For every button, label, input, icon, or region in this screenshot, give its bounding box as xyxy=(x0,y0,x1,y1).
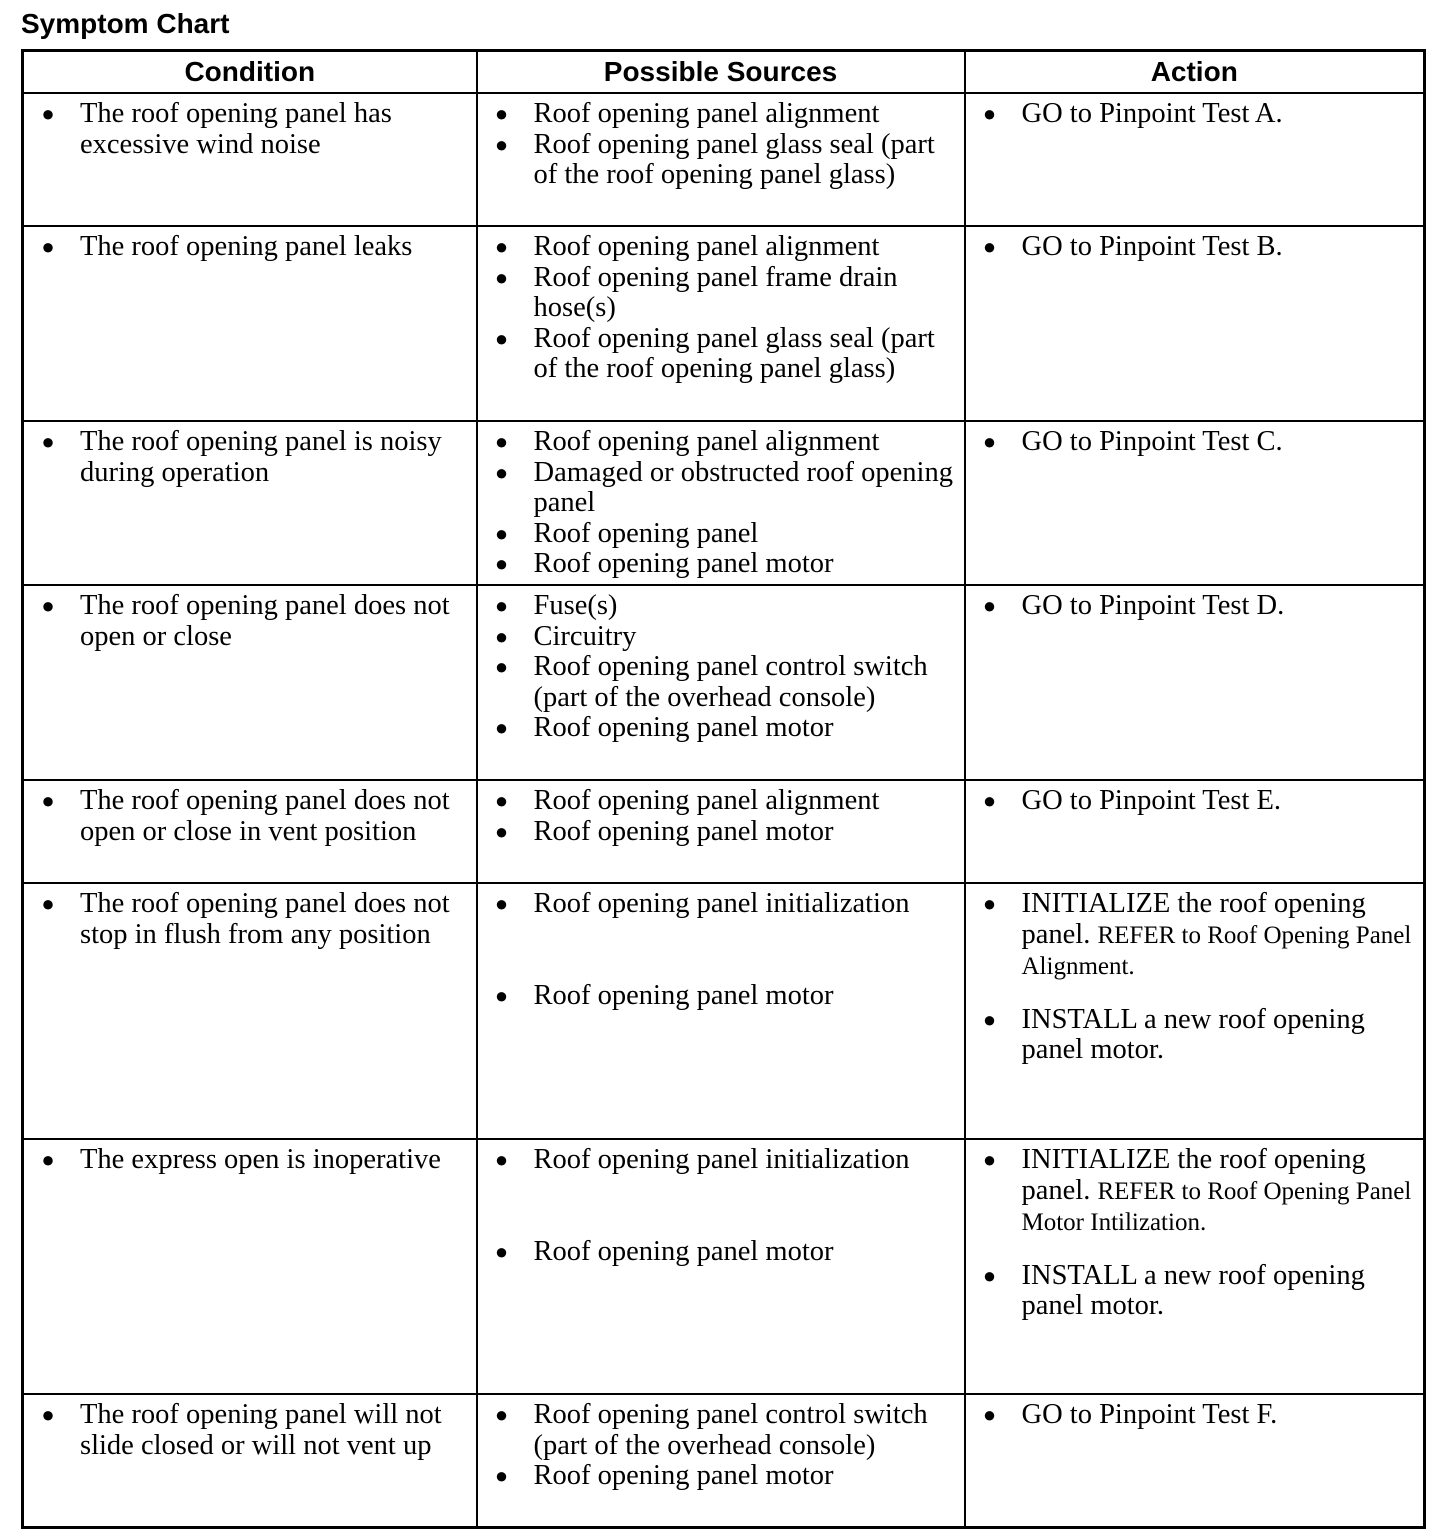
list-item xyxy=(966,1145,1424,1239)
list-item xyxy=(478,549,964,580)
condition-text: The roof opening panel does not open or close xyxy=(80,590,450,652)
action-cell xyxy=(965,780,1425,883)
bullet-icon: ● xyxy=(494,429,509,454)
list-item xyxy=(24,1400,476,1461)
list-item xyxy=(24,427,476,488)
bullet-icon: ● xyxy=(982,788,997,813)
reference-text: REFER to Roof Opening Panel Motor Intilization. xyxy=(1021,1177,1412,1237)
action-cell xyxy=(965,421,1425,585)
list-item xyxy=(478,591,964,622)
list-item xyxy=(24,1145,476,1176)
bullet-icon: ● xyxy=(41,891,55,916)
sources-cell xyxy=(477,226,965,421)
bullet-icon: ● xyxy=(982,1402,997,1427)
action-text: GO to Pinpoint Test D. xyxy=(1021,590,1285,621)
sources-cell xyxy=(477,93,965,226)
bullet-icon: ● xyxy=(41,101,55,126)
action-text: INITIALIZE the roof opening panel. xyxy=(1021,1144,1366,1206)
action-text: GO to Pinpoint Test F. xyxy=(1021,1399,1278,1430)
page-title: Symptom Chart xyxy=(21,8,230,39)
list-item xyxy=(478,519,964,550)
condition-text: The express open is inoperative xyxy=(80,1144,441,1175)
action-cell xyxy=(965,883,1425,1139)
list-item xyxy=(478,1461,964,1492)
bullet-icon: ● xyxy=(494,1402,509,1427)
action-cell xyxy=(965,93,1425,226)
source-text: Roof opening panel motor xyxy=(533,548,834,580)
source-text: Roof opening panel motor xyxy=(533,979,834,1011)
condition-cell xyxy=(23,585,477,780)
table-row xyxy=(23,421,1425,585)
bullet-icon: ● xyxy=(41,1147,55,1172)
bullet-icon: ● xyxy=(494,623,509,649)
list-item xyxy=(966,427,1424,458)
table-row xyxy=(23,1394,1425,1527)
list-item xyxy=(24,786,476,847)
condition-text: The roof opening panel is noisy during operation xyxy=(80,426,442,488)
condition-cell xyxy=(23,93,477,226)
table-row xyxy=(23,1139,1425,1394)
source-text: Circuitry xyxy=(533,620,637,652)
sources-cell xyxy=(477,883,965,1139)
list-item xyxy=(24,232,476,263)
list-item xyxy=(478,263,964,324)
bullet-icon: ● xyxy=(494,1147,509,1172)
condition-text: The roof opening panel does not stop in flush from any position xyxy=(80,888,450,950)
bullet-icon: ● xyxy=(982,234,997,259)
list-item xyxy=(478,786,964,817)
sources-cell xyxy=(477,421,965,585)
list-item xyxy=(478,99,964,130)
bullet-icon: ● xyxy=(494,459,509,485)
condition-cell xyxy=(23,226,477,421)
source-text: Roof opening panel xyxy=(533,517,759,549)
bullet-icon: ● xyxy=(494,593,509,618)
source-text: Roof opening panel motor xyxy=(533,712,834,744)
list-item xyxy=(966,1400,1424,1431)
action-cell xyxy=(965,1394,1425,1527)
bullet-icon: ● xyxy=(982,1006,997,1032)
list-item xyxy=(966,99,1424,130)
action-text: INSTALL a new roof opening panel motor. xyxy=(1021,1259,1365,1322)
list-item xyxy=(478,130,964,191)
bullet-icon: ● xyxy=(494,234,509,259)
table-header-row xyxy=(23,51,1425,94)
action-cell xyxy=(965,1139,1425,1394)
list-item xyxy=(24,99,476,160)
table-row xyxy=(23,93,1425,226)
action-text: GO to Pinpoint Test B. xyxy=(1021,231,1283,262)
source-text: Roof opening panel alignment xyxy=(533,98,880,129)
condition-cell xyxy=(23,1394,477,1527)
list-item xyxy=(24,591,476,652)
source-text: Roof opening panel initialization xyxy=(533,1144,910,1175)
source-text: Damaged or obstructed roof opening panel xyxy=(533,456,953,519)
symptom-table xyxy=(21,49,1426,1529)
bullet-icon: ● xyxy=(494,264,509,290)
bullet-icon: ● xyxy=(494,325,509,351)
bullet-icon: ● xyxy=(982,1262,997,1288)
list-item xyxy=(966,232,1424,263)
condition-text: The roof opening panel will not slide closed or will not vent up xyxy=(80,1399,442,1461)
list-item xyxy=(966,1261,1424,1322)
list-item xyxy=(478,652,964,713)
bullet-icon: ● xyxy=(41,234,55,259)
source-text: Roof opening panel motor xyxy=(533,815,834,847)
list-item xyxy=(478,324,964,385)
column-header-action: Action xyxy=(965,51,1425,94)
list-item xyxy=(478,981,964,1012)
bullet-icon: ● xyxy=(494,520,509,546)
bullet-icon: ● xyxy=(494,1463,509,1489)
source-text: Roof opening panel motor xyxy=(533,1235,834,1267)
list-item xyxy=(478,1237,964,1268)
bullet-icon: ● xyxy=(982,1147,997,1172)
condition-cell xyxy=(23,1139,477,1394)
bullet-icon: ● xyxy=(41,429,55,454)
bullet-icon: ● xyxy=(982,891,997,916)
list-item xyxy=(966,786,1424,817)
action-text: GO to Pinpoint Test A. xyxy=(1021,98,1283,129)
condition-cell xyxy=(23,421,477,585)
list-item xyxy=(478,622,964,653)
table-row xyxy=(23,226,1425,421)
bullet-icon: ● xyxy=(982,101,997,126)
bullet-icon: ● xyxy=(982,429,997,454)
action-text: INITIALIZE the roof opening panel. xyxy=(1021,888,1366,950)
sources-cell xyxy=(477,1394,965,1527)
sources-cell xyxy=(477,1139,965,1394)
action-cell xyxy=(965,585,1425,780)
list-item xyxy=(478,232,964,263)
sources-cell xyxy=(477,780,965,883)
condition-text: The roof opening panel does not open or close in vent position xyxy=(80,785,450,847)
source-text: Roof opening panel control switch (part of the overhead console) xyxy=(533,651,928,713)
condition-text: The roof opening panel has excessive wind noise xyxy=(80,98,392,160)
bullet-icon: ● xyxy=(494,1238,509,1264)
condition-cell xyxy=(23,780,477,883)
source-text: Roof opening panel control switch (part of the overhead console) xyxy=(533,1399,928,1461)
list-item xyxy=(478,458,964,519)
list-item xyxy=(478,713,964,744)
table-row xyxy=(23,585,1425,780)
source-text: Roof opening panel initialization xyxy=(533,888,910,919)
bullet-icon: ● xyxy=(494,715,509,741)
source-text: Roof opening panel alignment xyxy=(533,785,880,816)
list-item xyxy=(478,427,964,458)
column-header-sources: Possible Sources xyxy=(477,51,965,94)
list-item xyxy=(24,889,476,950)
list-item xyxy=(478,889,964,920)
bullet-icon: ● xyxy=(494,818,509,844)
source-text: Roof opening panel alignment xyxy=(533,426,880,457)
bullet-icon: ● xyxy=(494,551,509,577)
list-item xyxy=(966,591,1424,622)
action-cell xyxy=(965,226,1425,421)
action-text: GO to Pinpoint Test E. xyxy=(1021,785,1282,816)
action-text: INSTALL a new roof opening panel motor. xyxy=(1021,1003,1365,1066)
condition-cell xyxy=(23,883,477,1139)
reference-text: REFER to Roof Opening Panel Alignment. xyxy=(1021,921,1412,981)
bullet-icon: ● xyxy=(494,654,509,680)
source-text: Roof opening panel motor xyxy=(533,1460,834,1492)
list-item xyxy=(478,1145,964,1176)
action-text: GO to Pinpoint Test C. xyxy=(1021,426,1283,457)
bullet-icon: ● xyxy=(494,788,509,813)
list-item xyxy=(966,1005,1424,1066)
list-item xyxy=(478,1400,964,1461)
bullet-icon: ● xyxy=(41,788,55,813)
column-header-condition: Condition xyxy=(23,51,477,94)
source-text: Roof opening panel glass seal (part of the roof opening panel glass) xyxy=(533,128,935,191)
bullet-icon: ● xyxy=(494,891,509,916)
table-row xyxy=(23,883,1425,1139)
list-item xyxy=(478,817,964,848)
list-item xyxy=(966,889,1424,983)
source-text: Fuse(s) xyxy=(533,590,618,621)
bullet-icon: ● xyxy=(982,593,997,618)
bullet-icon: ● xyxy=(41,593,55,618)
table-row xyxy=(23,780,1425,883)
source-text: Roof opening panel frame drain hose(s) xyxy=(533,261,898,324)
bullet-icon: ● xyxy=(494,131,509,157)
source-text: Roof opening panel alignment xyxy=(533,231,880,262)
source-text: Roof opening panel glass seal (part of the roof opening panel glass) xyxy=(533,322,935,385)
sources-cell xyxy=(477,585,965,780)
condition-text: The roof opening panel leaks xyxy=(80,231,413,262)
bullet-icon: ● xyxy=(494,982,509,1008)
bullet-icon: ● xyxy=(41,1402,55,1427)
bullet-icon: ● xyxy=(494,101,509,126)
